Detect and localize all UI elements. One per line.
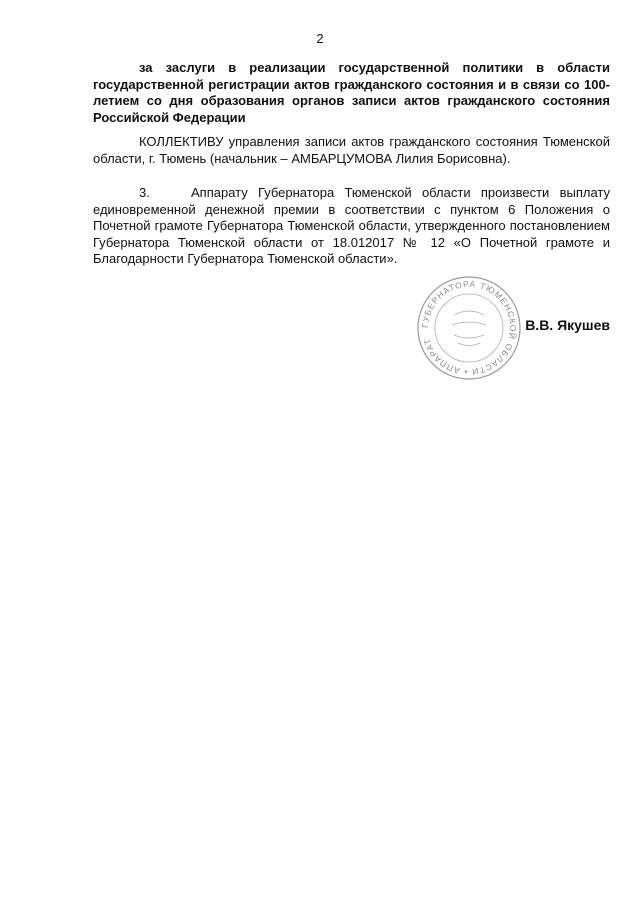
award-reason: за заслуги в реализации государственной политики в области государственной регистрации актов гражданского состояния и в связи со 100-летием со дня образования органов записи актов гражданского состояния Российской Федерации bbox=[93, 60, 610, 125]
official-seal-stamp bbox=[416, 275, 522, 381]
seal-ring-text: ГУБЕРНАТОРА ТЮМЕНСКОЙ ОБЛАСТИ • АППАРАТ bbox=[419, 278, 519, 378]
item-3-paragraph bbox=[93, 185, 610, 268]
item-3-number: 3. bbox=[139, 185, 150, 200]
recipient-paragraph: КОЛЛЕКТИВУ управления записи актов гражданского состояния Тюменской области, г. Тюмень (начальник – АМБАРЦУМОВА Лилия Борисовна). bbox=[93, 134, 610, 166]
item-3-text: Аппарату Губернатора Тюменской области произвести выплату единовременной денежной премии в соответствии с пунктом 6 Положения о Почетной грамоте Губернатора Тюменской области, утвержденного постановлением Губернатора Тюменской области от 18.012017 № 12 «О Почетной грамоте и Благодарности Губернатора Тюменской области». bbox=[93, 185, 610, 266]
page-number: 2 bbox=[316, 31, 324, 46]
signer-name: В.В. Якушев bbox=[525, 317, 610, 333]
